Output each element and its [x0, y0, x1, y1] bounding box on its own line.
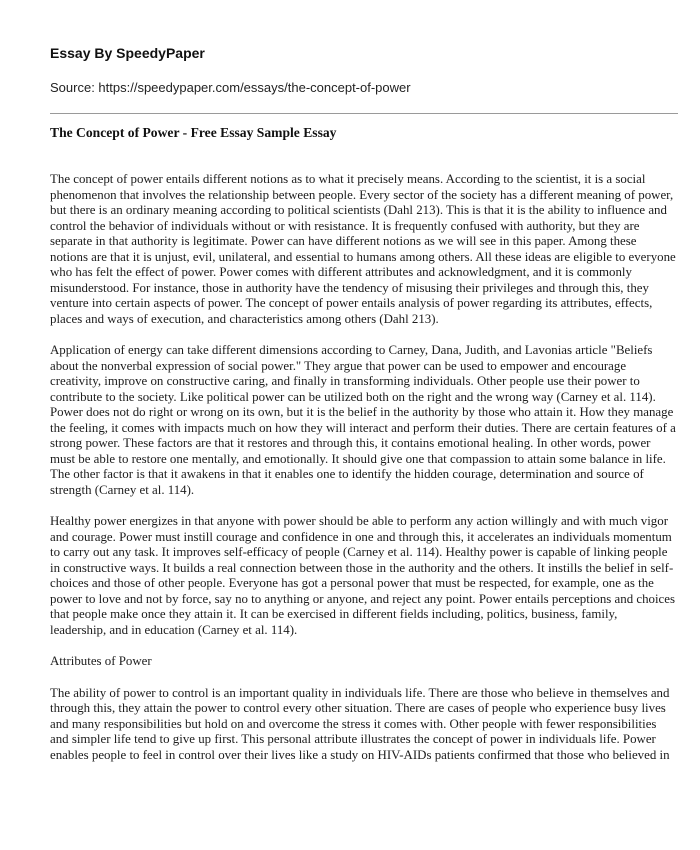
essay-paragraph-1: The concept of power entails different notions as to what it precisely means. According to the scientist, it is a social phenomenon that involves the relationship between people. Every sector of the society has a different meaning of power, but there is an ordinary meaning according to political scientists (Dahl 213). This is that it is the ability to influence and control the behavior of individuals without or with resistance. It is frequently confused with authority, but they are separate in that authority is legitimate. Power can have different notions as we will see in this paper. Among these notions are that it is unjust, evil, unilateral, and essential to humans among others. All these ideas are eligible to everyone who has felt the effect of power. Power comes with different attributes and acknowledgment, and it is commonly misunderstood. For instance, those in authority have the tendency of misusing their privileges and through this, they venture into certain aspects of power. The concept of power entails analysis of power regarding its attributes, effects, places and ways of execution, and characteristics among others (Dahl 213). [50, 172, 676, 326]
essay-body [50, 172, 676, 763]
section-heading-attributes: Attributes of Power [50, 654, 152, 668]
source-label: Source: [50, 80, 99, 95]
essay-paragraph-4: The ability of power to control is an important quality in individuals life. There are those who believe in themselves and through this, they attain the power to control every other situation. There are cases of people who experience busy lives and many responsibilities but hold on and overcome the stress it comes with. Other people with fewer responsibilities and simpler life tend to give up first. This personal attribute illustrates the concept of power in individuals life. Power enables people to feel in control over their lives like a study on HIV-AIDs patients confirmed that those who believed in [50, 685, 670, 762]
essay-paragraph-3: Healthy power energizes in that anyone with power should be able to perform any action willingly and with much vigor and courage. Power must instill courage and confidence in one and through this, it accelerates an individuals momentum to carry out any task. It improves self-efficacy of people (Carney et al. 114). Healthy power is capable of linking people in constructive ways. It builds a real connection between those in the authority and the others. It instills the belief in self-choices and those of other people. Everyone has got a personal power that must be respected, for example, one as the power to love and not by force, say no to anything or anyone, and reject any point. Power entails perceptions and choices that people make once they attain it. It can be exercised in different fields including, politics, business, family, leadership, and in education (Carney et al. 114). [50, 514, 676, 637]
document-header-title: Essay By SpeedyPaper [50, 45, 205, 61]
header-divider [50, 113, 678, 114]
source-line [50, 79, 676, 97]
essay-paragraph-2: Application of energy can take different dimensions according to Carney, Dana, Judith, and Lavonias article "Beliefs about the nonverbal expression of social power." They argue that power can be used to empower and encourage creativity, improve on constructive caring, and finally in transforming individuals. Other people use their power to contribute to the society. Like political power can be utilized both on the right and the wrong way (Carney et al. 114). Power does not do right or wrong on its own, but it is the belief in the authority by those who attain it. How they manage the feeling, it comes with impacts much on how they will interact and perform their duties. There are certain features of a strong power. These factors are that it restores and through this, it contains emotional healing. In other words, power must be able to restore one mentally, and emotionally. It should give one that compassion to attain some balance in life. The other factor is that it awakens in that it enables one to identify the hidden courage, determination and source of strength (Carney et al. 114). [50, 343, 676, 497]
source-url: https://speedypaper.com/essays/the-concept-of-power [98, 80, 411, 95]
essay-title: The Concept of Power - Free Essay Sample Essay [50, 125, 337, 140]
